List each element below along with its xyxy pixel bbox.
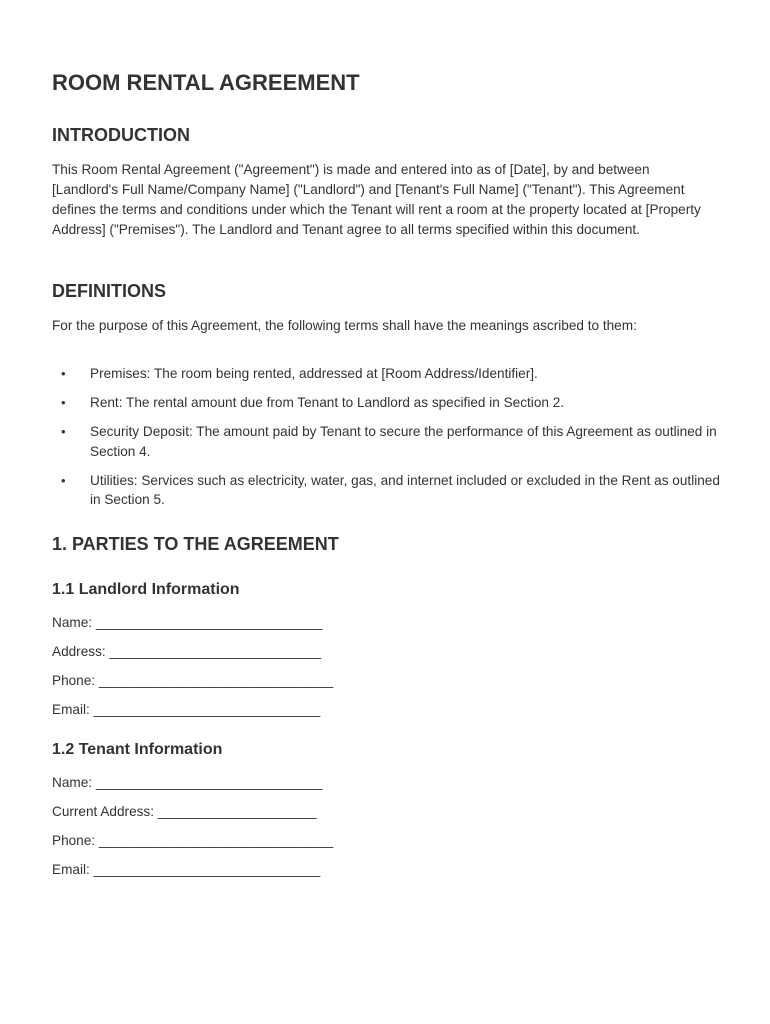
bullet-icon: •: [61, 472, 66, 488]
bullet-icon: •: [61, 366, 66, 381]
tenant-name-field[interactable]: Name: ______________________________: [52, 775, 323, 790]
tenant-address-field[interactable]: Current Address: _____________________: [52, 804, 317, 819]
introduction-paragraph: This Room Rental Agreement ("Agreement") is made and entered into as of [Date], by and between [Landlord's Full Name/Company Name] ("Landlord") and [Tenant's Full Name] ("Tenant"). This Agreement defines the terms and conditions under which the Tenant will rent a room at the property located at [Property Address] ("Premises"). The Landlord and Tenant agree to all terms specified within this document.: [52, 162, 701, 237]
definition-text: Utilities: Services such as electricity, water, gas, and internet included or excluded in the Rent as outlined in Section 5.: [90, 472, 720, 507]
landlord-address-field[interactable]: Address: ____________________________: [52, 644, 322, 659]
definitions-heading: DEFINITIONS: [52, 281, 167, 301]
landlord-name-field[interactable]: Name: ______________________________: [52, 615, 323, 630]
landlord-phone-field[interactable]: Phone: _______________________________: [52, 673, 334, 688]
bullet-icon: •: [61, 395, 66, 410]
definition-item-utilities: [52, 471, 722, 510]
definition-text: Security Deposit: The amount paid by Tenant to secure the performance of this Agreement as outlined in Section 4.: [90, 424, 717, 459]
tenant-phone-field[interactable]: Phone: _______________________________: [52, 833, 334, 848]
parties-heading: 1. PARTIES TO THE AGREEMENT: [52, 534, 339, 554]
definition-item-premises: [52, 364, 722, 384]
definition-text: Rent: The rental amount due from Tenant to Landlord as specified in Section 2.: [90, 395, 565, 410]
landlord-email-field[interactable]: Email: ______________________________: [52, 702, 321, 717]
bullet-icon: •: [61, 424, 66, 439]
definitions-list: [52, 364, 722, 519]
tenant-info-heading: 1.2 Tenant Information: [52, 741, 223, 758]
definition-text: Premises: The room being rented, addressed at [Room Address/Identifier].: [90, 366, 538, 381]
definitions-intro: For the purpose of this Agreement, the following terms shall have the meanings ascribed to them:: [52, 318, 637, 333]
landlord-info-heading: 1.1 Landlord Information: [52, 581, 240, 598]
definition-item-security-deposit: [52, 422, 722, 461]
definition-item-rent: [52, 393, 722, 413]
introduction-heading: INTRODUCTION: [52, 125, 190, 145]
document-title: ROOM RENTAL AGREEMENT: [52, 70, 360, 95]
tenant-email-field[interactable]: Email: ______________________________: [52, 862, 321, 877]
